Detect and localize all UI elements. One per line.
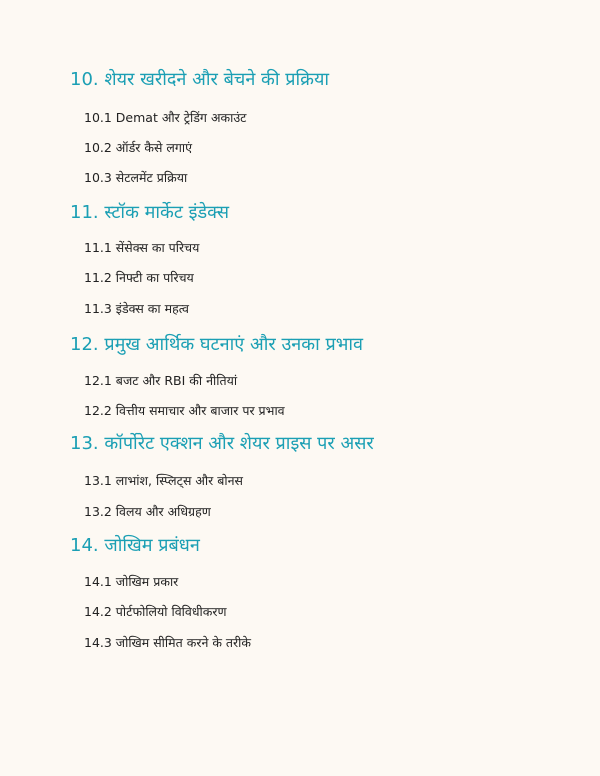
subsection-11-3: 11.3 इंडेक्स का महत्व [84,301,189,316]
subsection-14-1: 14.1 जोखिम प्रकार [84,574,179,589]
subsection-11-2: 11.2 निफ्टी का परिचय [84,270,194,285]
subsection-14-2: 14.2 पोर्टफोलियो विविधीकरण [84,604,227,619]
subsection-13-2: 13.2 विलय और अधिग्रहण [84,504,211,519]
subsection-11-1: 11.1 सेंसेक्स का परिचय [84,240,200,255]
section-heading-13: 13. कॉर्पोरेट एक्शन और शेयर प्राइस पर असर [70,433,374,454]
section-heading-12: 12. प्रमुख आर्थिक घटनाएं और उनका प्रभाव [70,334,364,355]
subsection-14-3: 14.3 जोखिम सीमित करने के तरीके [84,635,251,650]
subsection-12-2: 12.2 वित्तीय समाचार और बाजार पर प्रभाव [84,403,285,418]
subsection-10-2: 10.2 ऑर्डर कैसे लगाएं [84,140,193,155]
subsection-12-1: 12.1 बजट और RBI की नीतियां [84,373,238,388]
subsection-10-1: 10.1 Demat और ट्रेडिंग अकाउंट [84,110,247,125]
subsection-10-3: 10.3 सेटलमेंट प्रक्रिया [84,170,188,185]
subsection-13-1: 13.1 लाभांश, स्प्लिट्स और बोनस [84,473,243,488]
section-heading-10: 10. शेयर खरीदने और बेचने की प्रक्रिया [70,69,330,90]
section-heading-11: 11. स्टॉक मार्केट इंडेक्स [70,202,230,223]
section-heading-14: 14. जोखिम प्रबंधन [70,535,200,556]
